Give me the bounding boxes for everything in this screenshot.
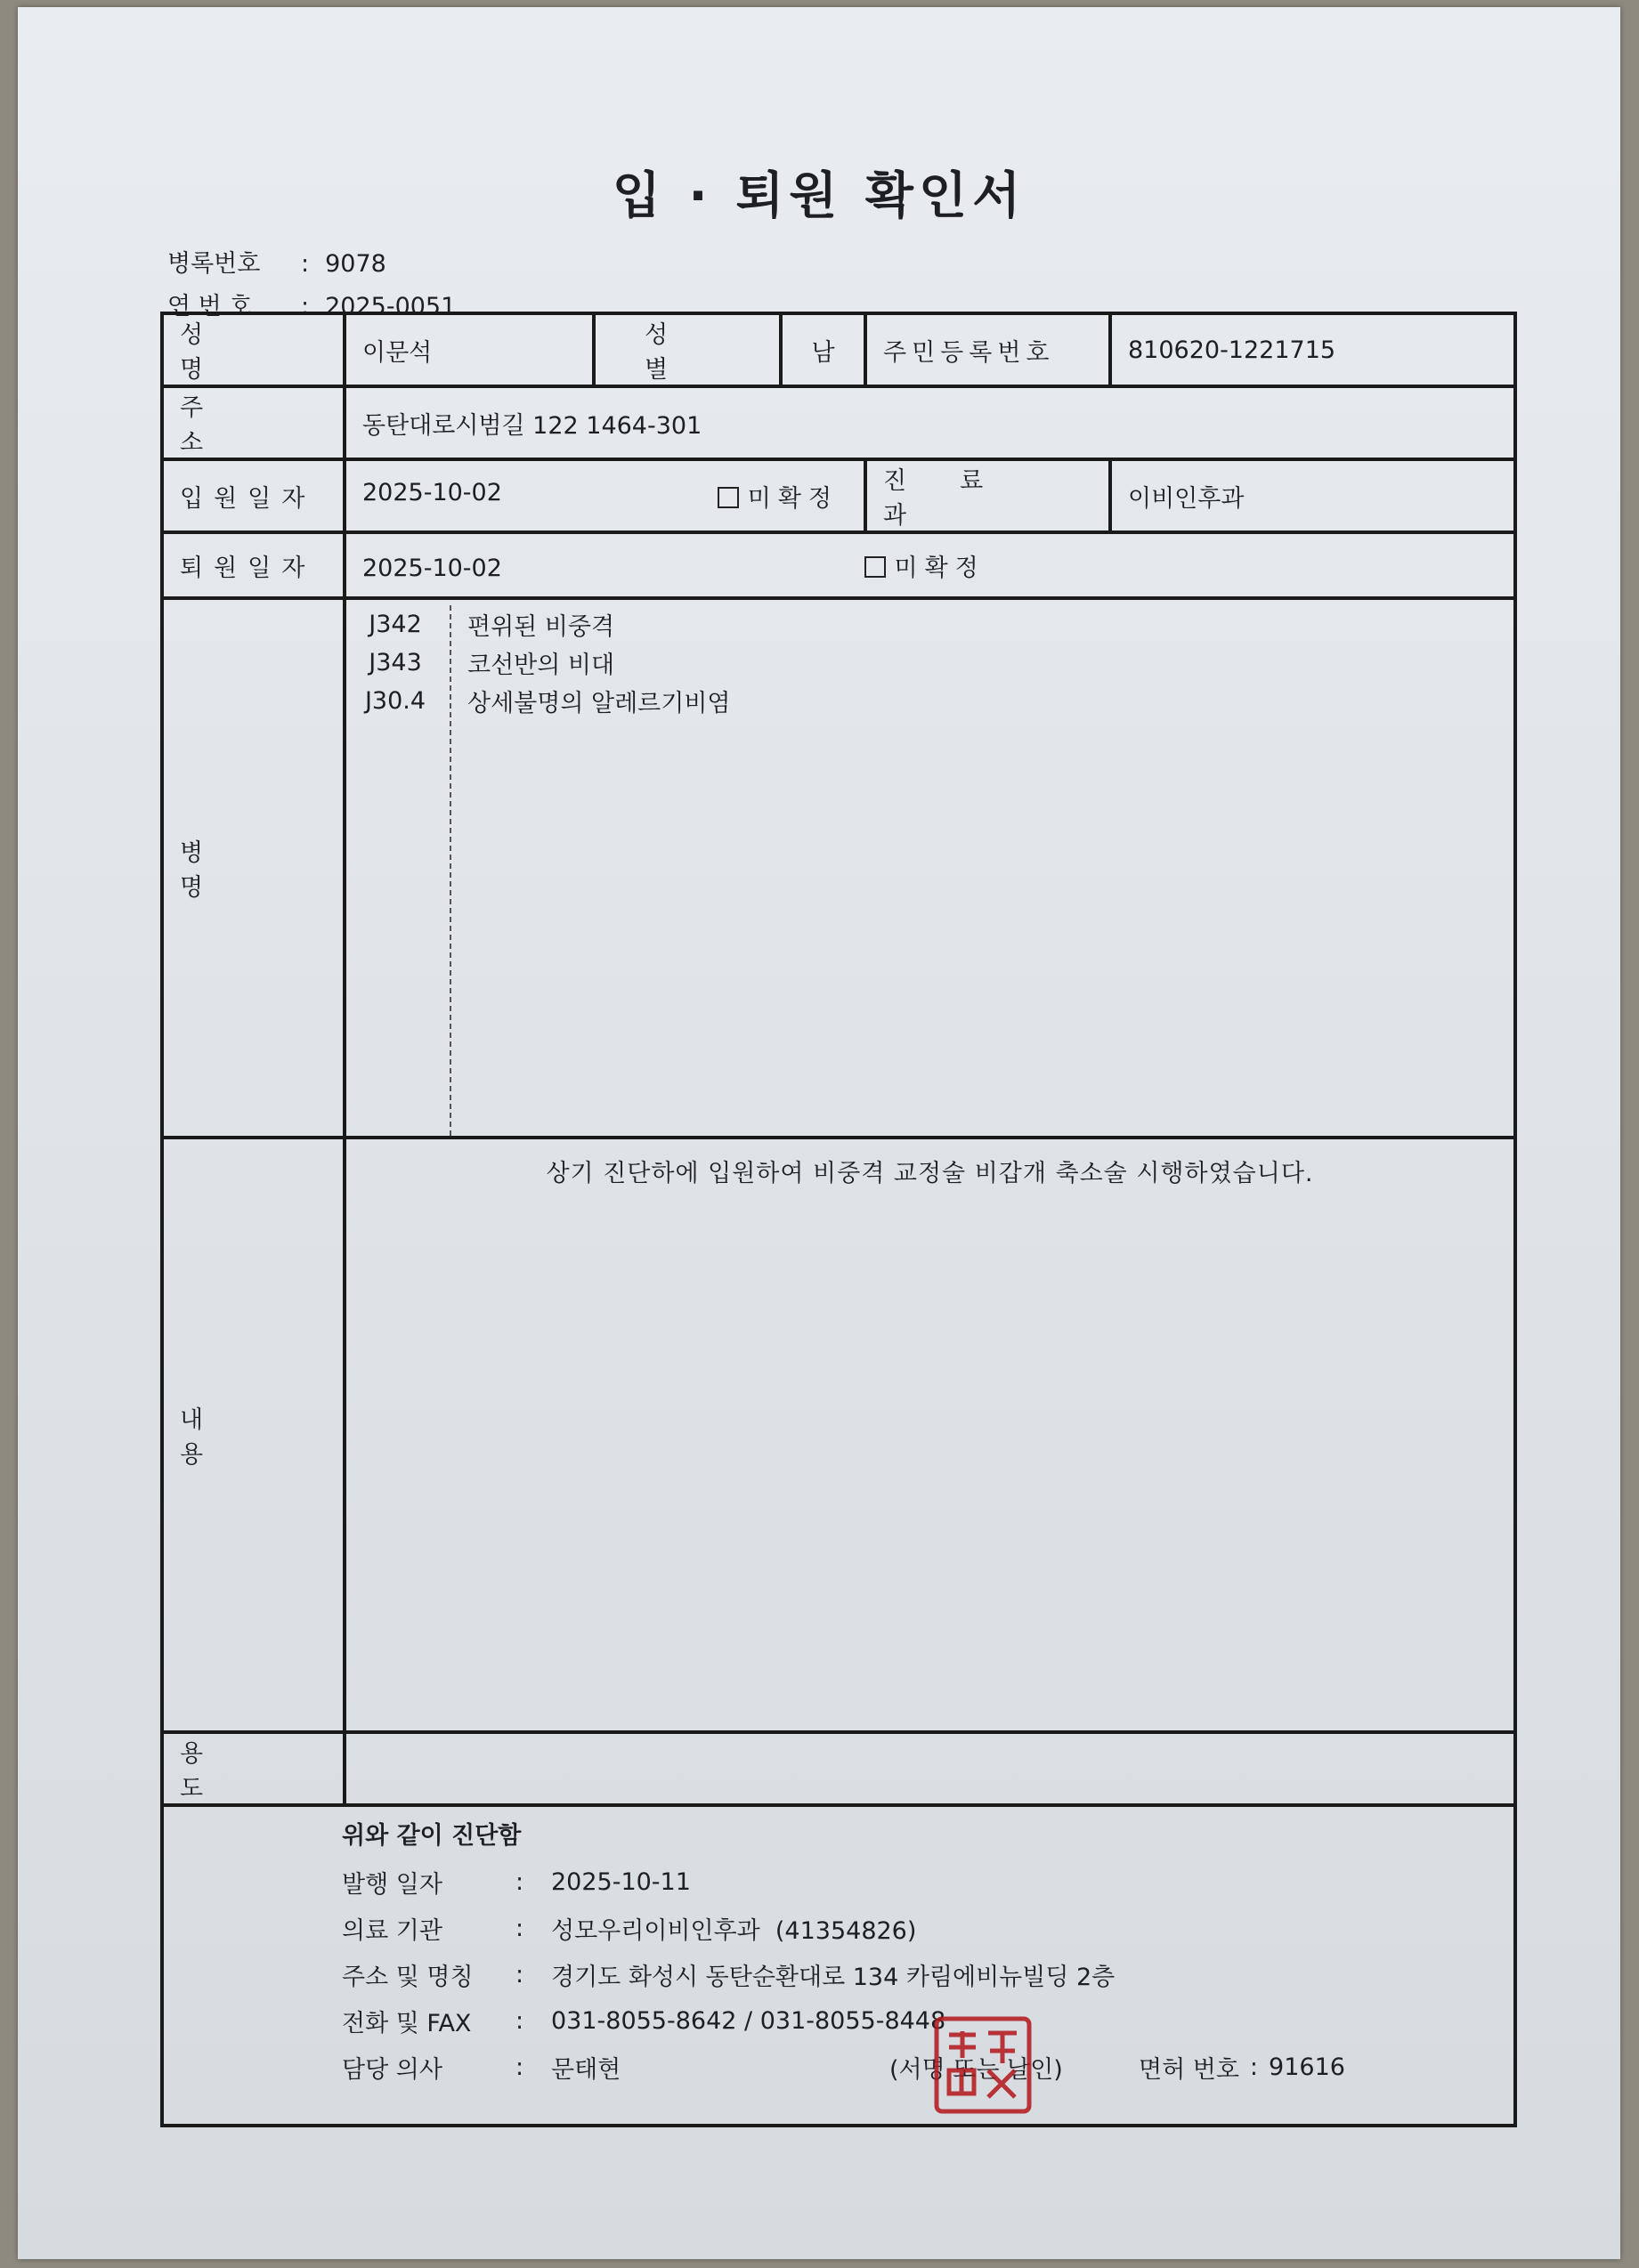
- row-purpose: [162, 1732, 1515, 1805]
- department-label: 진료과: [865, 459, 1110, 532]
- doctor-seal-stamp: [929, 2012, 1036, 2118]
- diagnosis-cell: [345, 598, 1515, 1138]
- diagnosis-name: 상세불명의 알레르기비염: [467, 690, 731, 717]
- checkbox-icon: [718, 487, 739, 508]
- patient-rrn: 810620-1221715: [1110, 313, 1515, 386]
- purpose-label: 용도: [162, 1732, 345, 1805]
- phone-label: 전화 및 FAX: [342, 2009, 472, 2037]
- discharge-date-cell: [345, 532, 1515, 598]
- address-label: 주소: [162, 386, 345, 459]
- license-number: 91616: [1269, 2053, 1345, 2081]
- patient-sex: 남: [781, 313, 865, 386]
- diagnosis-name: 편위된 비중격: [467, 613, 615, 641]
- row-discharge: [162, 532, 1515, 598]
- diagnosis-divider: [450, 605, 451, 1136]
- diagnosis-item: [346, 682, 1513, 720]
- rrn-label: 주민등록번호: [865, 313, 1110, 386]
- signature-label: (서명 또는 날인): [889, 2055, 1063, 2084]
- content-cell: [345, 1138, 1515, 1732]
- row-name: [162, 313, 1515, 386]
- doctor-name: 문태현: [551, 2055, 621, 2084]
- discharge-uncertain-option: [864, 555, 986, 582]
- diagnosis-list: [346, 605, 1513, 1136]
- name-label-cell: [162, 313, 345, 386]
- row-diagnosis: [162, 598, 1515, 1138]
- purpose-value: [345, 1732, 1515, 1805]
- admission-uncertain-label: 미확정: [747, 484, 839, 513]
- row-content: [162, 1138, 1515, 1732]
- institution-address-label: 주소 및 명칭: [342, 1963, 474, 1991]
- issue-date: 2025-10-11: [551, 1867, 691, 1896]
- phone-row: 전화 및 FAX : 031-8055-8642 / 031-8055-8448: [342, 1997, 1513, 2044]
- diagnosis-label: 병명: [162, 598, 345, 1138]
- issue-date-label: 발행 일자: [342, 1870, 442, 1899]
- diagnosis-item: [346, 605, 1513, 644]
- sex-label: 성별: [594, 313, 781, 386]
- content-text: 상기 진단하에 입원하여 비중격 교정술 비갑개 축소술 시행하였습니다.: [546, 1160, 1314, 1187]
- diagnosis-code: J30.4: [364, 687, 426, 715]
- doctor-label: 담당 의사: [342, 2055, 442, 2084]
- discharge-date-label: 퇴원일자: [162, 532, 345, 598]
- serial-number-value: 2025-0051: [325, 293, 457, 320]
- discharge-uncertain-label: 미확정: [894, 554, 986, 582]
- institution-name: 성모우리이비인후과 (41354826): [551, 1916, 917, 1945]
- patient-address: 동탄대로시범길 122 1464-301: [345, 386, 1515, 459]
- footer-cell: [162, 1805, 1515, 2126]
- phone-fax: 031-8055-8642 / 031-8055-8448: [551, 2006, 946, 2035]
- admission-date-cell: [345, 459, 865, 532]
- document-title: 입 · 퇴원 확인서: [612, 167, 1026, 225]
- record-number-value: 9078: [325, 250, 386, 278]
- discharge-date: 2025-10-02: [362, 554, 502, 582]
- admission-uncertain-option: [718, 479, 839, 514]
- admission-date: 2025-10-02: [362, 478, 502, 506]
- doctor-row: 담당 의사 : 문태현 (서명 또는 날인) 면허 번호 : 91616: [342, 2044, 1513, 2090]
- institution-label: 의료 기관: [342, 1916, 442, 1945]
- institution-address-row: 주소 및 명칭 : 경기도 화성시 동탄순환대로 134 카림에비뉴빌딩 2층: [342, 1951, 1513, 1997]
- serial-number-label: 연 번 호: [167, 293, 253, 320]
- record-number-label: 병록번호: [167, 250, 261, 278]
- row-address: [162, 386, 1515, 459]
- department-value: 이비인후과: [1110, 459, 1515, 532]
- checkbox-icon: [864, 556, 886, 578]
- document-paper: [18, 7, 1620, 2259]
- content-label: 내용: [162, 1138, 345, 1732]
- diagnosis-item: [346, 644, 1513, 682]
- diagnosis-name: 코선반의 비대: [467, 652, 615, 679]
- diagnosis-code: J342: [369, 611, 422, 638]
- row-admission: [162, 459, 1515, 532]
- footer-statement: 위와 같이 진단함: [342, 1822, 522, 1850]
- institution-address: 경기도 화성시 동탄순환대로 134 카림에비뉴빌딩 2층: [551, 1963, 1116, 1991]
- admission-date-label: 입원일자: [162, 459, 345, 532]
- license-label: 면허 번호: [1139, 2055, 1239, 2084]
- name-label: 성명: [180, 321, 284, 384]
- patient-name: 이문석: [345, 313, 594, 386]
- institution-row: 의료 기관 : 성모우리이비인후과 (41354826): [342, 1905, 1513, 1951]
- row-footer: [162, 1805, 1515, 2126]
- serial-number-line: 연 번 호 : 2025-0051: [167, 287, 456, 321]
- diagnosis-code: J343: [369, 649, 422, 676]
- issue-date-row: 발행 일자 : 2025-10-11: [342, 1859, 1513, 1905]
- confirmation-form-table: [160, 312, 1517, 2127]
- record-number-line: 병록번호 : 9078: [167, 244, 386, 279]
